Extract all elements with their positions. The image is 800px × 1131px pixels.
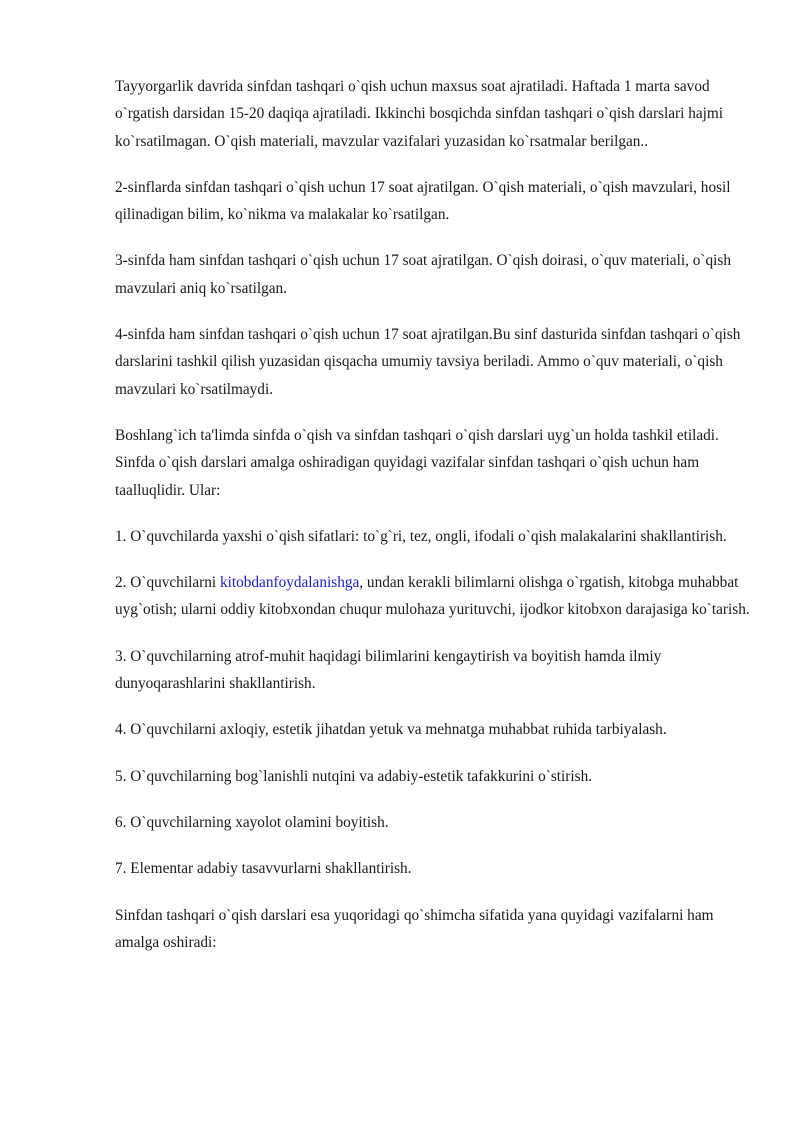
list-item-7: 7. Elementar adabiy tasavvurlarni shakllantirish. bbox=[115, 860, 412, 878]
list-item-5: 5. O`quvchilarning bog`lanishli nutqini va adabiy-estetik tafakkurini o`stirish. bbox=[115, 767, 593, 785]
paragraph-extracurricular-tasks: Sinfdan tashqari o`qish darslari esa yuqoridagi qo`shimcha sifatida yana quyidagi vazifalarni ham amalga oshiradi: bbox=[115, 906, 714, 951]
list-item-3: 3. O`quvchilarning atrof-muhit haqidagi bilimlarini kengaytirish va boyitish hamda ilmiy dunyoqarashlarini shakllantirish. bbox=[115, 647, 662, 693]
list-item-2-after: , undan kerakli bilimlarni olishga o`rgatish, kitobga muhabbat uyg`otish; ularni oddiy kitobxondan chuqur mulohaza yurituvchi, ijodkor kitobxon darajasiga ko`tarish. bbox=[115, 574, 750, 619]
list-item-2-before: 2. O`quvchilarni bbox=[115, 574, 220, 592]
paragraph-grade-3: 3-sinfda ham sinfdan tashqari o`qish uchun 17 soat ajratilgan. O`qish doirasi, o`quv materiali, o`qish mavzulari aniq ko`rsatilgan. bbox=[115, 252, 731, 297]
paragraph-preparation: Tayyorgarlik davrida sinfdan tashqari o`qish uchun maxsus soat ajratiladi. Haftada 1 marta savod o`rgatish darsidan 15-20 daqiqa ajratiladi. Ikkinchi bosqichda sinfdan tashqari o`qish darslari hajmi ko`rsatilmagan. O`qish materiali, mavzular vazifalari yuzasidan ko`rsatmalar berilgan.. bbox=[115, 78, 724, 150]
list-item-6: 6. O`quvchilarning xayolot olamini boyitish. bbox=[115, 813, 389, 831]
list-item-1: 1. O`quvchilarda yaxshi o`qish sifatlari: to`g`ri, tez, ongli, ifodali o`qish malakalarini shakllantirish. bbox=[115, 527, 727, 545]
list-item-4: 4. O`quvchilarni axloqiy, estetik jihatdan yetuk va mehnatga muhabbat ruhida tarbiyalash. bbox=[115, 721, 667, 739]
document-body bbox=[115, 73, 755, 975]
hyperlink-kitobdanfoydalanishga[interactable]: kitobdanfoydalanishga bbox=[219, 574, 360, 592]
paragraph-grade-4: 4-sinfda ham sinfdan tashqari o`qish uchun 17 soat ajratilgan.Bu sinf dasturida sinfdan tashqari o`qish darslarini tashkil qilish yuzasidan qisqacha umumiy tavsiya beriladi. Ammo o`quv materiali, o`qish mavzulari ko`rsatilmaydi. bbox=[115, 326, 741, 398]
list-item-2 bbox=[115, 569, 755, 624]
paragraph-primary-education: Boshlang`ich ta'limda sinfda o`qish va sinfdan tashqari o`qish darslari uyg`un holda tashkil etiladi. Sinfda o`qish darslari amalga oshiradigan quyidagi vazifalar sinfdan tashqari o`qish uchun ham taalluqlidir. Ular: bbox=[115, 426, 719, 499]
paragraph-grade-2: 2-sinflarda sinfdan tashqari o`qish uchun 17 soat ajratilgan. O`qish materiali, o`qish mavzulari, hosil qilinadigan bilim, ko`nikma va malakalar ko`rsatilgan. bbox=[115, 178, 731, 224]
